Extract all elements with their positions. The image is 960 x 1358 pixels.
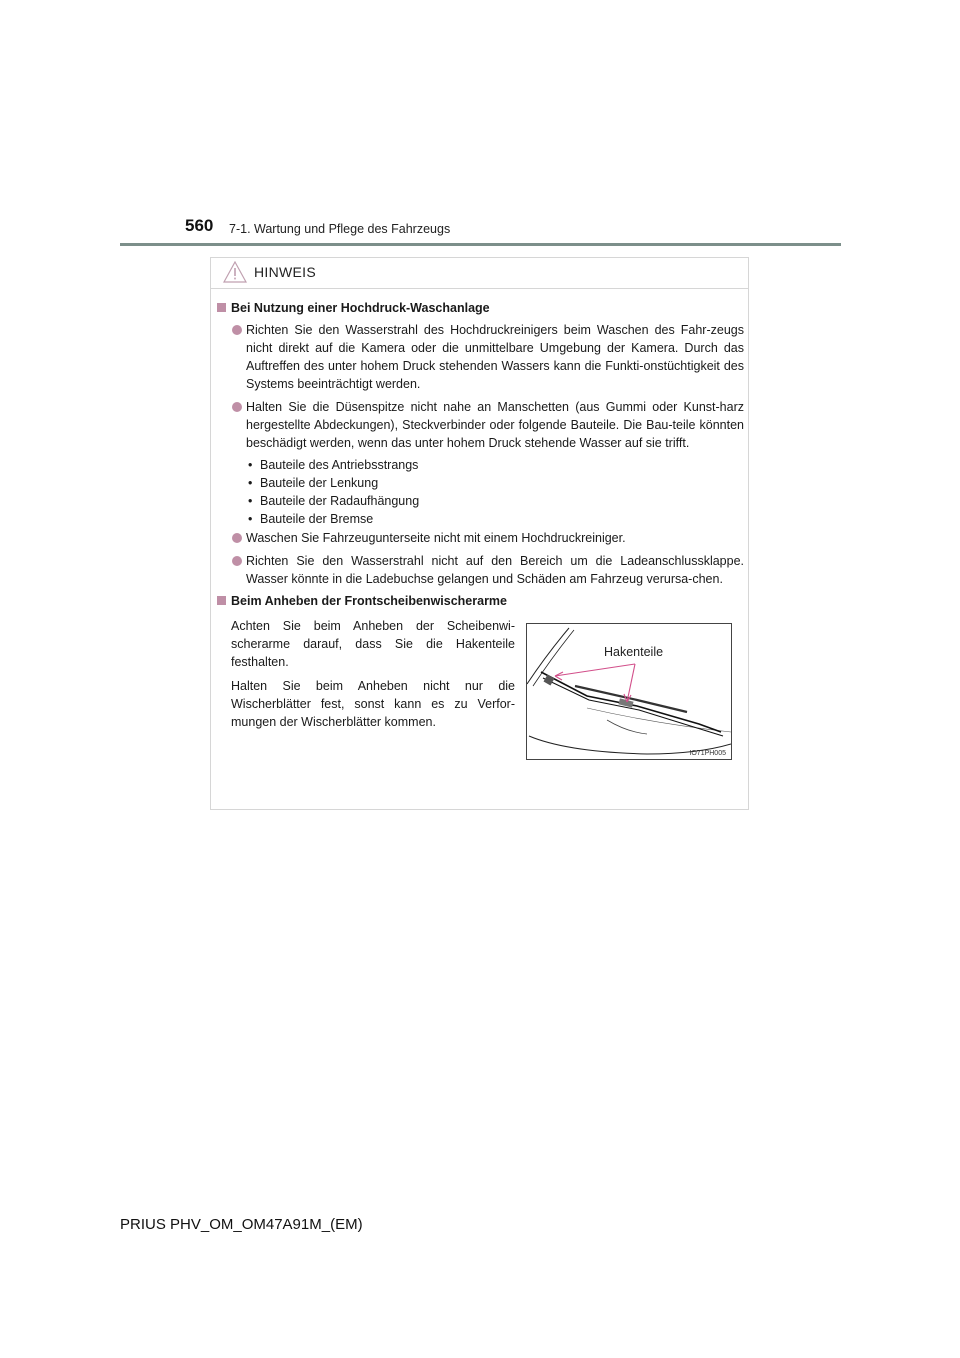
header-rule bbox=[120, 243, 841, 246]
list-item-text: Richten Sie den Wasserstrahl des Hochdruckreinigers beim Waschen des Fahr-zeugs nicht direkt auf die Kamera oder die unmittelbare Umgebung der Kamera. Durch das Auftreffen des unter hohem Druck stehenden Wassers kann die Funkti-onstüchtigkeit des Systems beeinträchtigt werden. bbox=[246, 323, 744, 391]
notice-content bbox=[217, 300, 744, 767]
square-bullet-icon bbox=[217, 303, 226, 312]
sub-list-item: • Bauteile der Bremse bbox=[246, 510, 744, 528]
list-item bbox=[217, 552, 744, 588]
list-item bbox=[217, 398, 744, 452]
sub-list bbox=[217, 456, 744, 528]
sub-list-item: • Bauteile der Lenkung bbox=[246, 474, 744, 492]
paragraph: Halten Sie beim Anheben nicht nur die Wischerblätter fest, sonst kann es zu Verfor-mungen der Wischerblätter kommen. bbox=[231, 679, 515, 729]
notice-box bbox=[210, 257, 749, 810]
section-heading-text: Beim Anheben der Frontscheibenwischerarme bbox=[231, 594, 508, 608]
page-number: 560 bbox=[185, 216, 214, 235]
list-item-text: Richten Sie den Wasserstrahl nicht auf den Bereich um die Ladeanschlussklappe. Wasser könnte in die Ladebuchse gelangen und Schäden am Fahrzeug verursa-chen. bbox=[246, 554, 744, 586]
section-title: 7-1. Wartung und Pflege des Fahrzeugs bbox=[229, 222, 451, 236]
section-heading bbox=[217, 593, 744, 609]
notice-header bbox=[211, 258, 748, 289]
list-item-text: Halten Sie die Düsenspitze nicht nahe an Manschetten (aus Gummi oder Kunst-harz hergestellte Abdeckungen), Steckverbinder oder folgende Bauteile. Die Bau-teile könnten beschädigt werden, wenn das unter hohem Druck stehende Wasser auf sie trifft. bbox=[246, 400, 744, 450]
circle-bullet-icon bbox=[232, 402, 242, 412]
list-item bbox=[217, 321, 744, 393]
list-item bbox=[217, 529, 744, 547]
wiper-figure bbox=[526, 623, 732, 760]
circle-bullet-icon bbox=[232, 533, 242, 543]
section-heading-text: Bei Nutzung einer Hochdruck-Waschanlage bbox=[231, 301, 490, 315]
circle-bullet-icon bbox=[232, 325, 242, 335]
notice-title: HINWEIS bbox=[254, 264, 316, 280]
square-bullet-icon bbox=[217, 596, 226, 605]
figure-code: IO71PH005 bbox=[689, 750, 726, 757]
sub-list-item: • Bauteile der Radaufhängung bbox=[246, 492, 744, 510]
document-footer: PRIUS PHV_OM_OM47A91M_(EM) bbox=[120, 1216, 363, 1233]
wiper-section bbox=[217, 617, 744, 767]
figure-label: Hakenteile bbox=[604, 645, 664, 659]
warning-triangle-icon bbox=[223, 261, 247, 283]
circle-bullet-icon bbox=[232, 556, 242, 566]
paragraph: Achten Sie beim Anheben der Scheibenwi-scherarme darauf, dass Sie die Hakenteile festhalten. bbox=[231, 619, 515, 669]
list-item-text: Waschen Sie Fahrzeugunterseite nicht mit einem Hochdruckreiniger. bbox=[246, 531, 626, 545]
wiper-text bbox=[231, 617, 515, 737]
sub-list-item: • Bauteile des Antriebsstrangs bbox=[246, 456, 744, 474]
section-heading bbox=[217, 300, 744, 316]
